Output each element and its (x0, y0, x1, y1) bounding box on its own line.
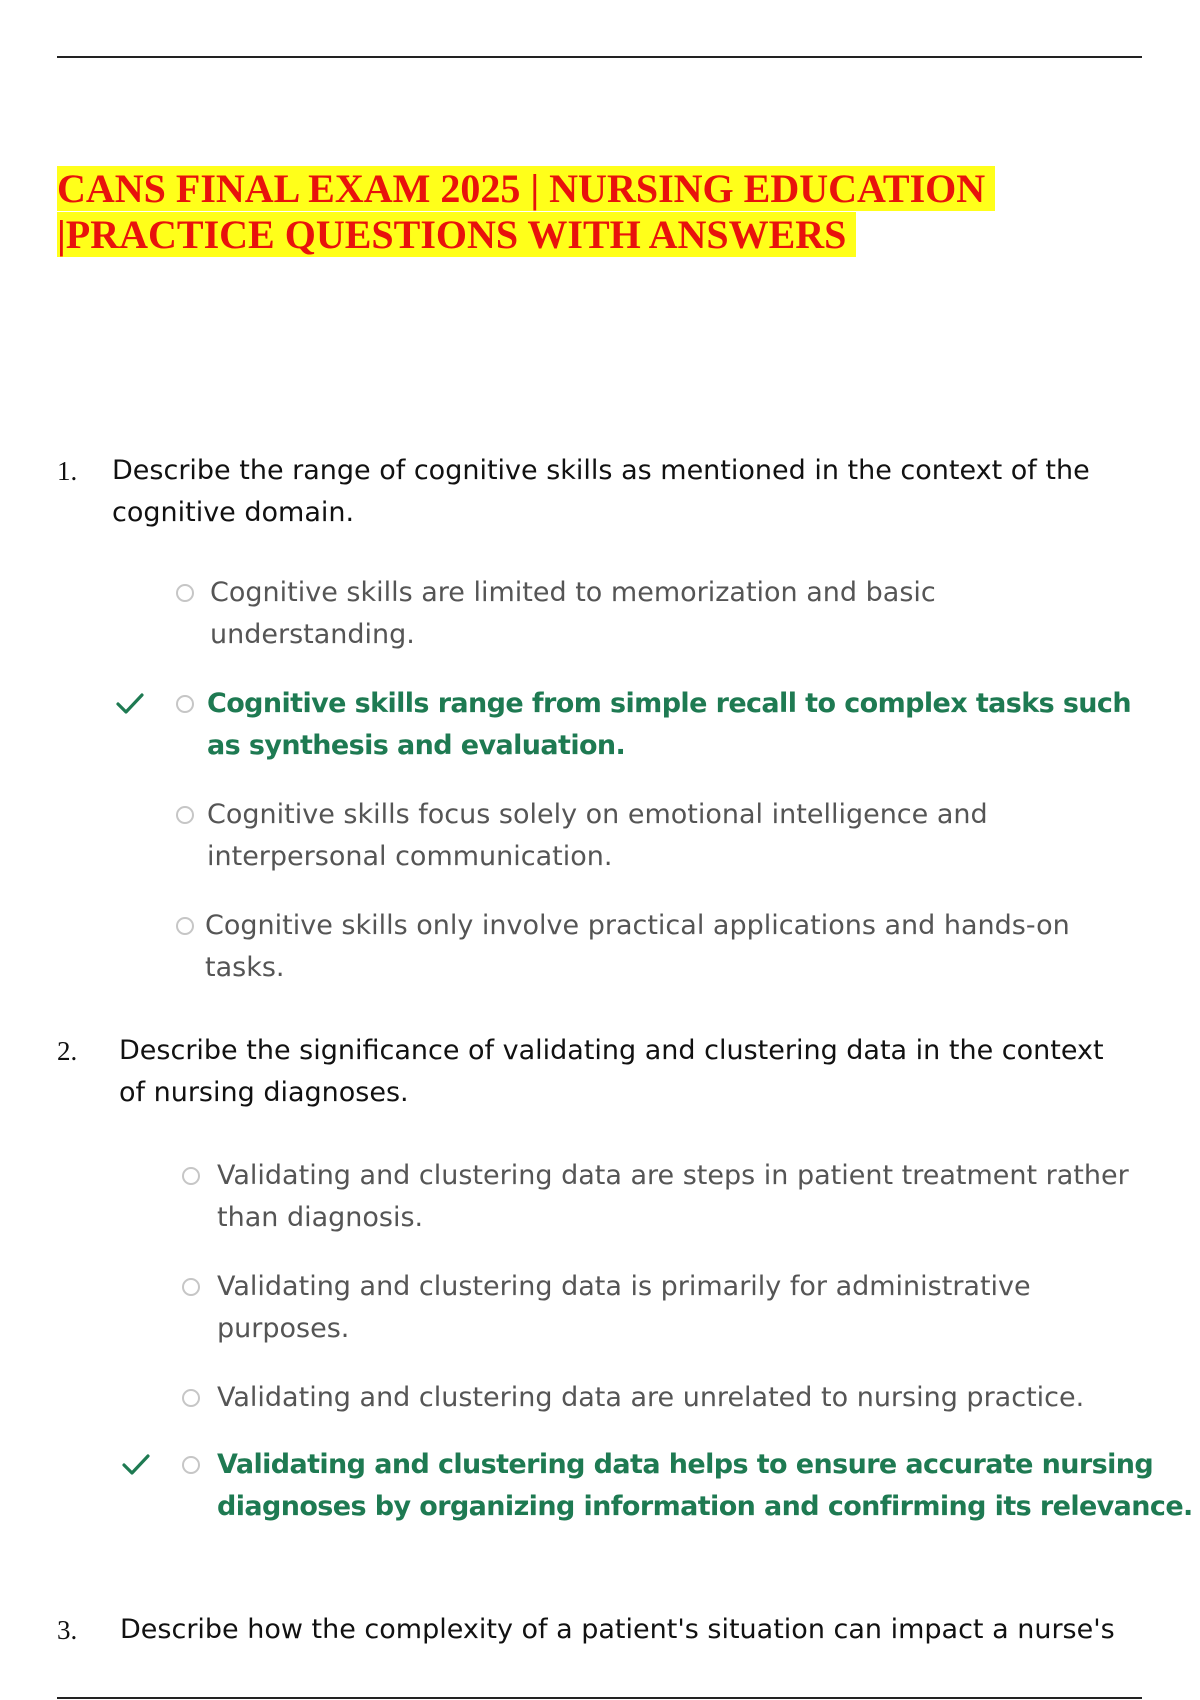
document-title (57, 166, 1157, 258)
option-text: Cognitive skills range from simple recall to complex tasks such as synthesis and evaluation. (207, 688, 1131, 761)
checkmark-icon (115, 689, 145, 719)
top-rule (57, 56, 1142, 58)
option-text: Validating and clustering data helps to ensure accurate nursing diagnoses by organizing information and confirming its relevance. (217, 1449, 1193, 1522)
radio-icon[interactable] (176, 806, 194, 824)
question-number: 3. (57, 1615, 78, 1645)
option-text: Cognitive skills focus solely on emotional intelligence and interpersonal communication. (207, 799, 988, 872)
question-text: Describe the significance of validating and clustering data in the context of nursing diagnoses. (119, 1035, 1104, 1108)
radio-icon[interactable] (182, 1389, 200, 1407)
title-line-1: CANS FINAL EXAM 2025 | NURSING EDUCATION (57, 166, 995, 211)
radio-icon[interactable] (182, 1167, 200, 1185)
question-text: Describe the range of cognitive skills as mentioned in the context of the cognitive domain. (112, 455, 1090, 528)
option-text: Cognitive skills are limited to memorization and basic understanding. (210, 577, 936, 650)
radio-icon[interactable] (176, 584, 194, 602)
checkmark-icon (121, 1450, 151, 1480)
question-text: Describe how the complexity of a patient's situation can impact a nurse's (120, 1614, 1115, 1645)
option-text: Validating and clustering data are steps in patient treatment rather than diagnosis. (217, 1160, 1129, 1233)
radio-icon[interactable] (182, 1456, 200, 1474)
option-text: Validating and clustering data is primarily for administrative purposes. (217, 1271, 1031, 1344)
title-line-2: |PRACTICE QUESTIONS WITH ANSWERS (57, 212, 856, 257)
option-text: Cognitive skills only involve practical applications and hands-on tasks. (205, 910, 1070, 983)
radio-icon[interactable] (176, 695, 194, 713)
bottom-rule (57, 1697, 1142, 1699)
option-text: Validating and clustering data are unrelated to nursing practice. (217, 1382, 1085, 1413)
radio-icon[interactable] (182, 1278, 200, 1296)
question-number: 2. (57, 1036, 78, 1066)
question-number: 1. (57, 456, 78, 486)
radio-icon[interactable] (176, 917, 194, 935)
